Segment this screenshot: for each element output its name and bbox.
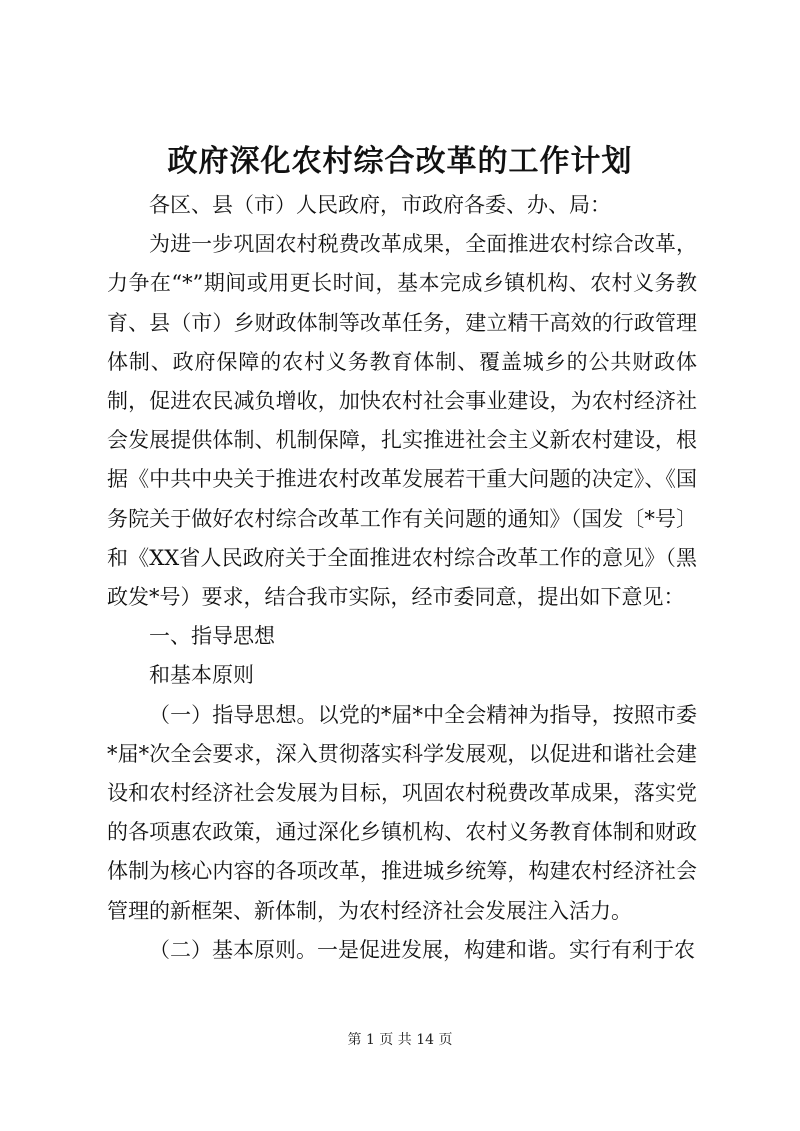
document-title: 政府深化农村综合改革的工作计划 xyxy=(167,144,633,179)
paragraph-intro: 为进一步巩固农村税费改革成果，全面推进农村综合改革，力争在“*”期间或用更长时间，基本完成乡镇机构、农村义务教育、县（市）乡财政体制等改革任务，建立精干高效的行政管理体制、政府保障的农村义务教育体制、覆盖城乡的公共财政体制，促进农民减负增收，加快农村社会事业建设，为农村经济社会发展提供体制、机制保障，扎实推进社会主义新农村建设，根据《中共中央关于推进农村改革发展若干重大问题的决定》、《国务院关于做好农村综合改革工作有关问题的通知》（国发〔*号〕和《XX省人民政府关于全面推进农村综合改革工作的意见》（黑政发*号）要求，结合我市实际，经市委同意，提出如下意见： xyxy=(107,232,697,610)
document-body xyxy=(107,186,697,970)
paragraph-basic-principles: （二）基本原则。一是促进发展，构建和谐。实行有利于农 xyxy=(149,937,695,962)
section-heading-guiding-thought: 一、指导思想 xyxy=(149,624,275,649)
page-indicator: 第 1 页 共 14 页 xyxy=(347,1032,453,1048)
paragraph-guiding-thought: （一）指导思想。以党的*届*中全会精神为指导，按照市委*届*次全会要求，深入贯彻落实科学发展观，以促进和谐社会建设和农村经济社会发展为目标，巩固农村税费改革成果，落实党的各项惠农政策，通过深化乡镇机构、农村义务教育体制和财政体制为核心内容的各项改革，推进城乡统筹，构建农村经济社会管理的新框架、新体制，为农村经济社会发展注入活力。 xyxy=(107,702,697,923)
section-heading-basic-principles: 和基本原则 xyxy=(149,663,254,688)
paragraph-salutation: 各区、县（市）人民政府，市政府各委、办、局： xyxy=(149,193,611,217)
